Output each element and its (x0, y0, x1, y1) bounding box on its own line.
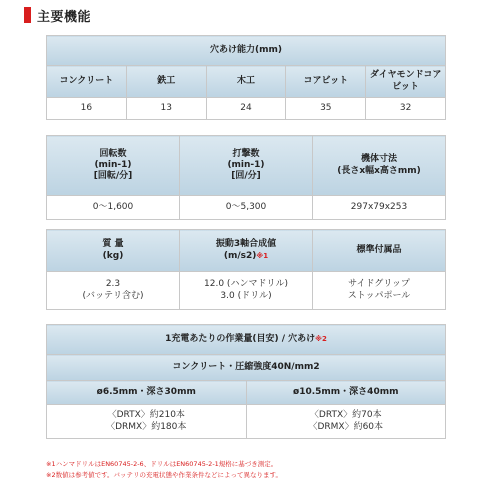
vibration-header (180, 230, 313, 272)
vibration-value-line1: 12.0 (ハンマドリル) (204, 279, 288, 290)
work-col2-header: ø10.5mm・深さ40mm (246, 381, 446, 405)
work-col1-header: ø6.5mm・深さ30mm (47, 381, 247, 405)
mass-label: 質 量 (102, 239, 124, 250)
work-col1-value (47, 405, 247, 439)
vibration-value (180, 272, 313, 310)
title-marker (24, 7, 31, 23)
rpm-header (47, 136, 180, 196)
size-label: 機体寸法 (360, 154, 397, 165)
work-note-mark: ※2 (315, 334, 327, 343)
col-steel: 鉄工 (126, 66, 206, 98)
col-wood: 木工 (206, 66, 286, 98)
mass-header (47, 230, 180, 272)
accessories-value-line1: サイドグリップ (348, 279, 410, 290)
mass-value (47, 272, 180, 310)
work-header-text: 1充電あたりの作業量(目安) / 穴あけ (165, 333, 316, 344)
weight-table (46, 229, 446, 310)
footnote-2: ※2数値は参考値です。バッテリの充電状態や作業条件などによって異なります。 (46, 471, 283, 480)
work-per-charge-table (46, 324, 446, 439)
work-col2-value (246, 405, 446, 439)
val-concrete: 16 (47, 98, 127, 120)
accessories-header: 標準付属品 (313, 230, 446, 272)
accessories-value-line2: ストッパポール (347, 290, 411, 301)
val-core-bit: 35 (286, 98, 366, 120)
col-diamond-core-bit: ダイヤモンドコアビット (366, 66, 446, 98)
size-value: 297x79x253 (313, 196, 446, 220)
impact-unit: (min-1) (227, 159, 265, 170)
val-wood: 24 (206, 98, 286, 120)
rpm-unit2: [回転/分] (93, 171, 133, 182)
impact-value: 0～5,300 (180, 196, 313, 220)
footnotes (46, 459, 466, 481)
work-condition: コンクリート・圧縮強度40N/mm2 (47, 355, 446, 381)
col-core-bit: コアビット (286, 66, 366, 98)
work-header (47, 325, 446, 355)
impact-header (180, 136, 313, 196)
size-unit: (長さx幅x高さmm) (337, 165, 421, 176)
work-col1-line1: 〈DRTX〉約210本 (107, 410, 185, 421)
rpm-value: 0～1,600 (47, 196, 180, 220)
footnote-1: ※1ハンマドリルはEN60745-2-6、ドリルはEN60745-2-1規格に基づき測定。 (46, 460, 278, 468)
mass-unit: (kg) (102, 250, 124, 261)
col-concrete: コンクリート (47, 66, 127, 98)
size-header (313, 136, 446, 196)
vibration-note-mark: ※1 (256, 251, 269, 260)
rotation-table (46, 135, 446, 220)
vibration-label: 振動3軸合成値 (215, 239, 277, 250)
work-col2-line2: 〈DRMX〉約60本 (308, 421, 384, 432)
vibration-unit: (m/s2) (223, 250, 257, 261)
mass-value-line2: (バッテリ含む) (82, 290, 144, 301)
work-col1-line2: 〈DRMX〉約180本 (106, 421, 187, 432)
accessories-value (313, 272, 446, 310)
impact-label: 打撃数 (232, 148, 260, 159)
rpm-unit: (min-1) (94, 159, 132, 170)
section-title-text: 主要機能 (37, 9, 92, 25)
section-title (24, 6, 91, 24)
work-col2-line1: 〈DRTX〉約70本 (309, 410, 382, 421)
vibration-value-line2: 3.0 (ドリル) (220, 290, 272, 301)
impact-unit2: [回/分] (231, 171, 261, 182)
mass-value-line1: 2.3 (105, 279, 121, 290)
val-diamond-core-bit: 32 (366, 98, 446, 120)
drilling-capacity-table (46, 35, 446, 120)
rpm-label: 回転数 (99, 148, 127, 159)
val-steel: 13 (126, 98, 206, 120)
drilling-header: 穴あけ能力(mm) (47, 36, 446, 66)
